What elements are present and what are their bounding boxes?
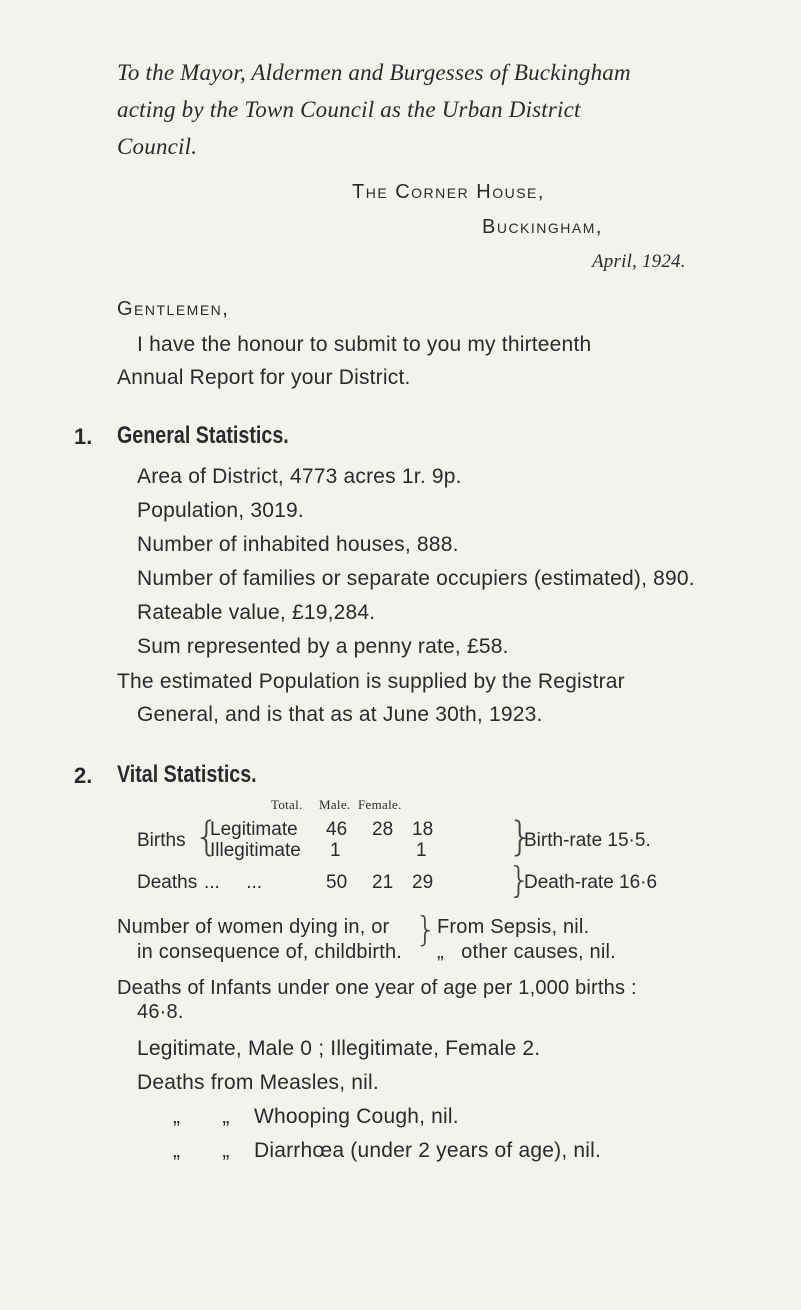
address-line-1: The Corner House,: [352, 181, 545, 203]
deaths-female: 29: [412, 872, 434, 893]
address-line-2: Buckingham,: [482, 216, 603, 238]
maternal-deaths-line-1: Number of women dying in, or: [117, 916, 390, 938]
other-causes-line: „ other causes, nil.: [437, 941, 616, 963]
population-note-line-2: General, and is that as at June 30th, 1923.: [137, 703, 543, 726]
births-label: Births: [137, 830, 186, 851]
birth-rate-brace: }: [508, 814, 534, 860]
infant-deaths-line-1: Deaths of Infants under one year of age per 1,000 births :: [117, 977, 637, 999]
deaths-label: Deaths: [137, 872, 198, 893]
sepsis-line: From Sepsis, nil.: [437, 916, 590, 938]
intro-line-2: Annual Report for your District.: [117, 366, 411, 389]
column-header-male: Male.: [319, 797, 351, 812]
infant-deaths-breakdown: Legitimate, Male 0 ; Illegitimate, Female 2.: [137, 1037, 541, 1060]
section-2-title: Vital Statistics.: [117, 761, 257, 788]
births-legitimate-total: 46: [326, 819, 348, 840]
infant-deaths-line-2: 46·8.: [137, 1001, 184, 1023]
births-legitimate-label: Legitimate: [210, 819, 298, 840]
salutation-line-3: Council.: [117, 134, 198, 159]
general-stat-item: Number of inhabited houses, 888.: [137, 533, 459, 556]
address-date: April, 1924.: [592, 251, 686, 272]
intro-line-1: I have the honour to submit to you my thirteenth: [137, 333, 592, 356]
births-illegitimate-label: Illegitimate: [210, 840, 301, 861]
deaths-leader-dots: ... ...: [204, 872, 263, 893]
measles-line: Deaths from Measles, nil.: [137, 1071, 379, 1094]
general-stat-item: Population, 3019.: [137, 499, 304, 522]
salutation-line-2: acting by the Town Council as the Urban District: [117, 97, 581, 122]
birth-rate: Birth-rate 15·5.: [524, 830, 651, 851]
salutation-line-1: To the Mayor, Aldermen and Burgesses of Buckingham: [117, 60, 631, 85]
section-1-number: 1.: [74, 424, 93, 449]
births-illegitimate-female: 1: [416, 840, 427, 861]
births-legitimate-male: 28: [372, 819, 394, 840]
death-rate: Death-rate 16·6: [524, 872, 658, 893]
whooping-cough-line: Whooping Cough, nil.: [254, 1105, 459, 1128]
ditto-marks: „ „: [173, 1139, 230, 1162]
section-2-number: 2.: [74, 763, 93, 788]
diarrhoea-line: Diarrhœa (under 2 years of age), nil.: [254, 1139, 602, 1162]
general-stat-item: Rateable value, £19,284.: [137, 601, 376, 624]
greeting: Gentlemen,: [117, 298, 230, 320]
maternal-brace: }: [415, 910, 437, 950]
general-stat-item: Number of families or separate occupiers (estimated), 890.: [137, 567, 695, 590]
general-stat-item: Sum represented by a penny rate, £58.: [137, 635, 509, 658]
column-header-female: Female.: [358, 797, 402, 812]
deaths-male: 21: [372, 872, 394, 893]
births-brace: {: [194, 814, 220, 860]
general-stat-item: Area of District, 4773 acres 1r. 9p.: [137, 465, 462, 488]
population-note-line-1: The estimated Population is supplied by the Registrar: [117, 670, 625, 693]
maternal-deaths-line-2: in consequence of, childbirth.: [137, 941, 403, 963]
column-header-total: Total.: [271, 797, 303, 812]
ditto-marks: „ „: [173, 1105, 230, 1128]
births-legitimate-female: 18: [412, 819, 434, 840]
death-rate-brace: }: [508, 860, 531, 901]
births-illegitimate-total: 1: [330, 840, 341, 861]
deaths-total: 50: [326, 872, 348, 893]
section-1-title: General Statistics.: [117, 422, 289, 449]
